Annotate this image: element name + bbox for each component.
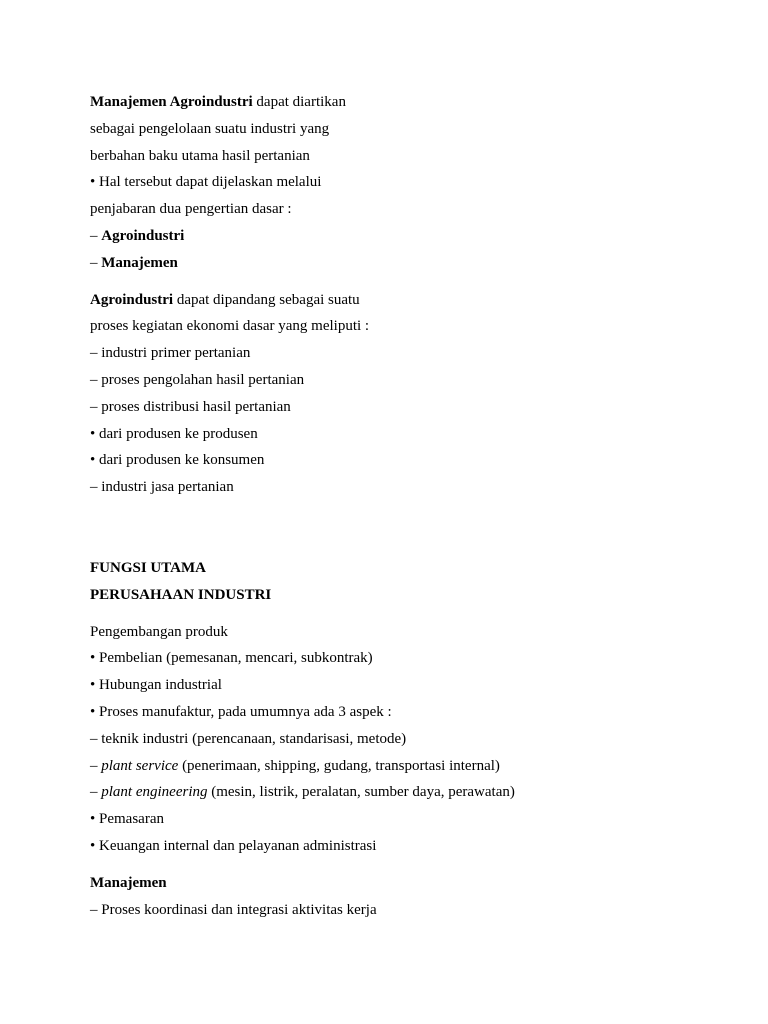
bold-term: Agroindustri — [90, 291, 174, 308]
bold-term: Agroindustri — [101, 227, 185, 244]
manajemen-section — [90, 870, 730, 924]
list-item — [90, 779, 730, 806]
text-line: proses kegiatan ekonomi dasar yang meliputi : — [90, 318, 370, 335]
bold-term: Manajemen Agroindustri — [90, 94, 253, 110]
heading-text: PERUSAHAAN INDUSTRI — [90, 586, 272, 603]
text-span: (mesin, listrik, peralatan, sumber daya, perawatan) — [207, 784, 515, 801]
list-item: – teknik industri (perencanaan, standarisasi, metode) — [90, 730, 407, 747]
list-item: • Pembelian (pemesanan, mencari, subkontrak) — [90, 650, 373, 667]
list-item: – industri jasa pertanian — [90, 479, 234, 496]
dash-item — [90, 223, 730, 250]
heading-text: Manajemen — [90, 874, 167, 891]
dash-marker: – — [90, 227, 102, 244]
list-item: • Hubungan industrial — [90, 677, 222, 694]
list-item: • dari produsen ke konsumen — [90, 452, 265, 469]
text-line — [90, 89, 730, 116]
section-heading — [90, 870, 730, 897]
text-line: penjabaran dua pengertian dasar : — [90, 201, 292, 218]
text-line: Pengembangan produk — [90, 623, 228, 640]
heading-text: FUNGSI UTAMA — [90, 559, 206, 576]
intro-section — [90, 89, 730, 277]
italic-term: plant service — [101, 757, 179, 774]
list-item: – proses pengolahan hasil pertanian — [90, 371, 305, 388]
section-heading — [90, 555, 730, 582]
fungsi-section — [90, 555, 730, 860]
list-item: • Keuangan internal dan pelayanan administrasi — [90, 837, 377, 854]
document-page — [90, 89, 730, 923]
dash-item — [90, 250, 730, 277]
text-line: sebagai pengelolaan suatu industri yang — [90, 120, 330, 137]
dash-marker: – — [90, 784, 102, 801]
text-line — [90, 287, 730, 314]
agroindustri-section — [90, 287, 730, 501]
list-item: – proses distribusi hasil pertanian — [90, 398, 291, 415]
bullet-line: • Hal tersebut dapat dijelaskan melalui — [90, 174, 322, 191]
list-item: – Proses koordinasi dan integrasi aktivitas kerja — [90, 901, 377, 918]
list-item — [90, 753, 730, 780]
text-line: berbahan baku utama hasil pertanian — [90, 147, 310, 164]
text-span: dapat diartikan — [252, 94, 346, 110]
section-heading — [90, 582, 730, 609]
text-span: (penerimaan, shipping, gudang, transportasi internal) — [178, 757, 500, 774]
list-item: • Proses manufaktur, pada umumnya ada 3 aspek : — [90, 703, 392, 720]
italic-term: plant engineering — [101, 784, 208, 801]
list-item: • Pemasaran — [90, 811, 164, 828]
dash-marker: – — [90, 254, 102, 271]
text-span: dapat dipandang sebagai suatu — [173, 291, 360, 308]
list-item: • dari produsen ke produsen — [90, 425, 258, 442]
bold-term: Manajemen — [101, 254, 178, 271]
dash-marker: – — [90, 757, 102, 774]
list-item: – industri primer pertanian — [90, 345, 251, 362]
